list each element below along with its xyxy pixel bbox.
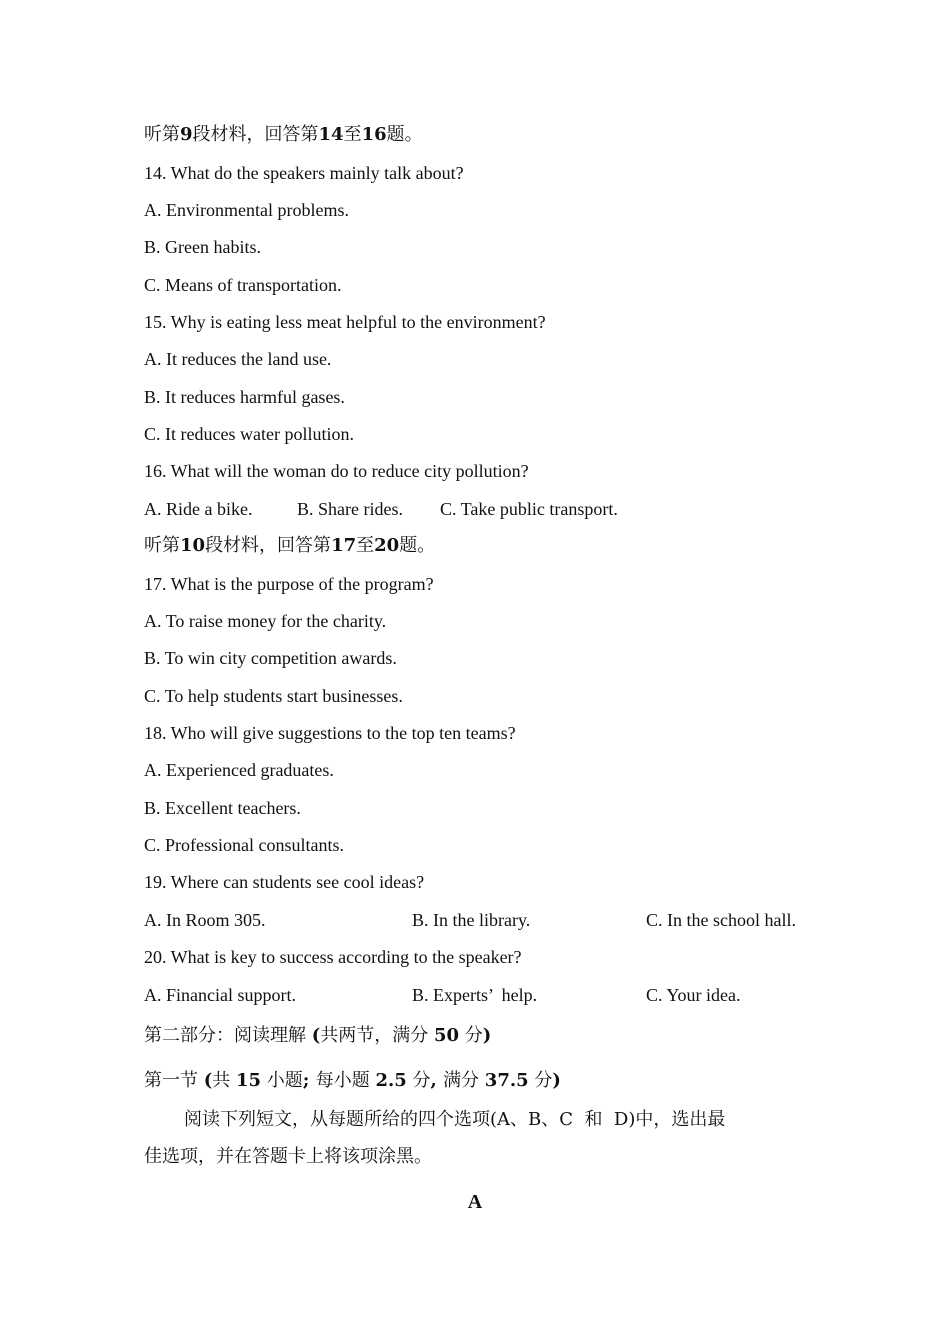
heading-number: 2.5 <box>375 1070 407 1091</box>
question-18-option-b: B. Excellent teachers. <box>144 798 301 818</box>
heading-text: 听第 <box>144 124 180 145</box>
heading-paren: ) <box>552 1070 561 1091</box>
heading-number: 9 <box>180 124 193 145</box>
heading-text: 至 <box>343 124 362 145</box>
question-18: 18. Who will give suggestions to the top ten teams? <box>144 723 516 743</box>
heading-text: 段材料，回答第 <box>205 535 332 556</box>
question-16: 16. What will the woman do to reduce city pollution? <box>144 461 529 481</box>
question-14-option-b: B. Green habits. <box>144 237 261 257</box>
heading-text: 第二部分：阅读理解 <box>144 1025 312 1046</box>
question-17-option-a: A. To raise money for the charity. <box>144 611 387 631</box>
heading-number: 20 <box>374 535 400 556</box>
instructions-line-2: 佳选项，并在答题卡上将该项涂黑。 <box>144 1146 432 1167</box>
question-14-option-c: C. Means of transportation. <box>144 275 342 295</box>
question-15-option-a: A. It reduces the land use. <box>144 349 332 369</box>
heading-paren: ( <box>203 1070 213 1091</box>
question-19-option-c: C. In the school hall. <box>646 910 796 930</box>
section-1-heading <box>144 1070 561 1092</box>
heading-text: 至 <box>356 535 375 556</box>
question-15-option-b: B. It reduces harmful gases. <box>144 387 345 407</box>
part-2-heading <box>144 1025 491 1047</box>
heading-text: 分 <box>528 1070 553 1091</box>
instructions-line-1: 阅读下列短文，从每题所给的四个选项(A、B、C 和 D)中，选出最 <box>184 1109 726 1130</box>
heading-punct: ; <box>302 1070 316 1091</box>
heading-text: 分 <box>459 1025 483 1046</box>
heading-number: 14 <box>318 124 344 145</box>
question-18-option-a: A. Experienced graduates. <box>144 760 334 780</box>
question-15: 15. Why is eating less meat helpful to the environment? <box>144 312 546 332</box>
section-9-heading <box>144 124 423 146</box>
heading-number: 16 <box>361 124 387 145</box>
heading-number: 37.5 <box>484 1070 529 1091</box>
question-14: 14. What do the speakers mainly talk about? <box>144 163 464 183</box>
question-17: 17. What is the purpose of the program? <box>144 574 434 594</box>
heading-text: 共两节，满分 <box>320 1025 434 1046</box>
question-19: 19. Where can students see cool ideas? <box>144 872 425 892</box>
question-16-option-c: C. Take public transport. <box>440 499 618 519</box>
question-18-option-c: C. Professional consultants. <box>144 835 344 855</box>
heading-punct: , <box>430 1070 444 1091</box>
heading-text: 共 <box>212 1070 236 1091</box>
question-20-option-b: B. Experts’ help. <box>412 985 538 1005</box>
heading-text: 每小题 <box>315 1070 376 1091</box>
heading-paren: ( <box>311 1025 321 1046</box>
question-17-option-b: B. To win city competition awards. <box>144 648 397 668</box>
heading-number: 50 <box>434 1025 460 1046</box>
heading-text: 小题 <box>261 1070 303 1091</box>
heading-text: 题。 <box>386 124 423 145</box>
question-20-option-a: A. Financial support. <box>144 985 296 1005</box>
heading-number: 15 <box>236 1070 262 1091</box>
heading-number: 17 <box>331 535 357 556</box>
question-16-option-a: A. Ride a bike. <box>144 499 253 519</box>
question-20-option-c: C. Your idea. <box>646 985 741 1005</box>
heading-text: 第一节 <box>144 1070 204 1091</box>
heading-text: 段材料，回答第 <box>192 124 319 145</box>
question-17-option-c: C. To help students start businesses. <box>144 686 403 706</box>
heading-text: 分 <box>406 1070 431 1091</box>
question-16-option-b: B. Share rides. <box>297 499 403 519</box>
question-15-option-c: C. It reduces water pollution. <box>144 424 354 444</box>
question-14-option-a: A. Environmental problems. <box>144 200 349 220</box>
heading-text: 听第 <box>144 535 180 556</box>
heading-paren: ) <box>482 1025 492 1046</box>
heading-number: 10 <box>180 535 206 556</box>
question-19-option-b: B. In the library. <box>412 910 531 930</box>
question-20: 20. What is key to success according to the speaker? <box>144 947 522 967</box>
heading-text: 满分 <box>443 1070 485 1091</box>
heading-text: 题。 <box>399 535 436 556</box>
section-10-heading <box>144 535 435 557</box>
passage-label: A <box>467 1191 483 1213</box>
question-19-option-a: A. In Room 305. <box>144 910 266 930</box>
